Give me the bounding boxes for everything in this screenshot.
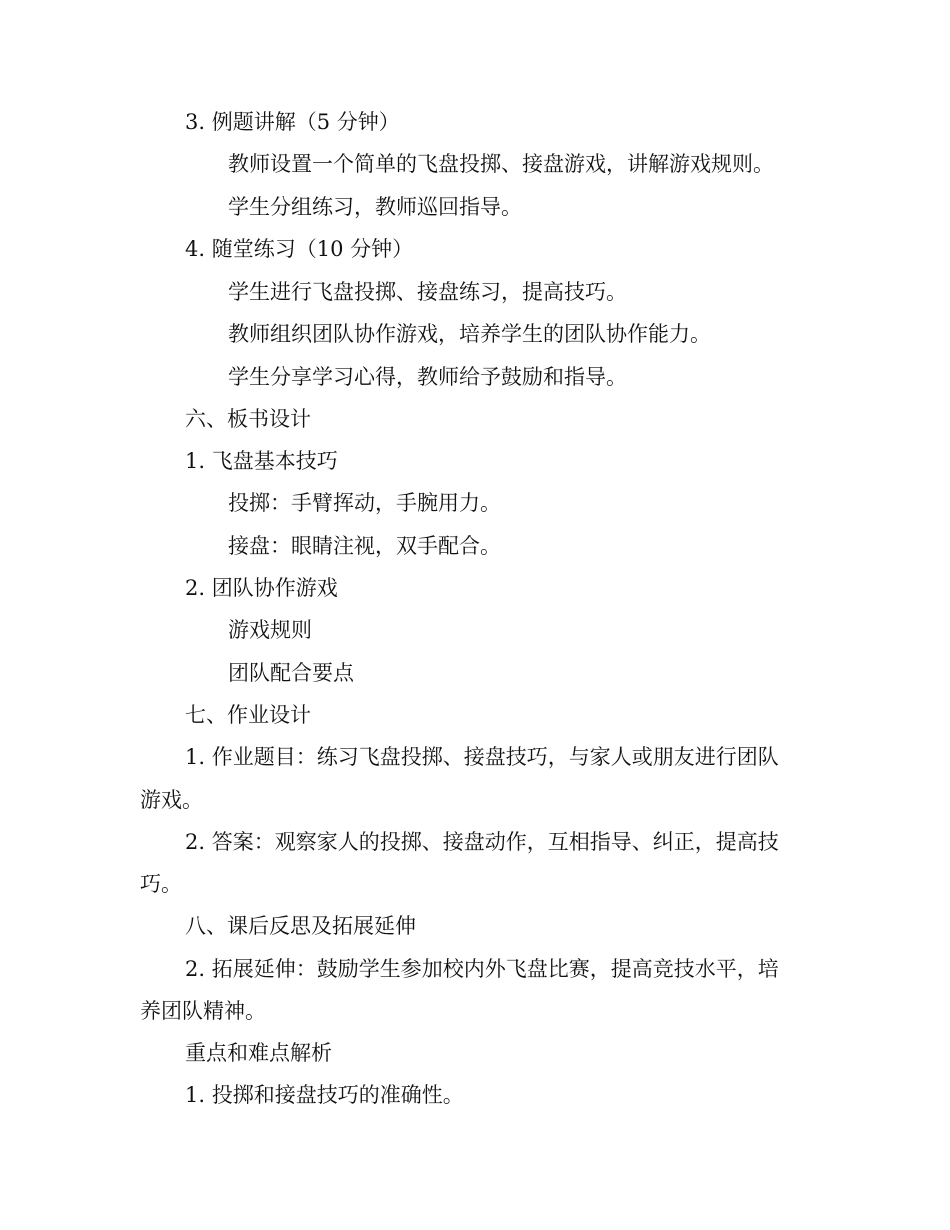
section-heading-key-points: 重点和难点解析 <box>185 1041 332 1065</box>
paragraph-line: 投掷：手臂挥动，手腕用力。 <box>228 491 501 515</box>
section-heading-homework: 七、作业设计 <box>185 703 311 727</box>
paragraph-line: 学生分享学习心得，教师给予鼓励和指导。 <box>228 365 627 389</box>
paragraph-line: 教师设置一个简单的飞盘投掷、接盘游戏，讲解游戏规则。 <box>228 152 774 176</box>
paragraph-line: 1. 作业题目：练习飞盘投掷、接盘技巧，与家人或朋友进行团队 <box>185 745 779 769</box>
paragraph-continuation: 养团队精神。 <box>140 999 266 1023</box>
paragraph-line: 教师组织团队协作游戏，培养学生的团队协作能力。 <box>228 322 711 346</box>
paragraph-continuation: 游戏。 <box>140 788 203 812</box>
section-heading-reflection: 八、课后反思及拓展延伸 <box>185 914 416 938</box>
list-item-heading: 1. 飞盘基本技巧 <box>185 449 338 473</box>
section-4-heading: 4. 随堂练习（10 分钟） <box>185 237 414 261</box>
paragraph-line: 团队配合要点 <box>228 661 354 685</box>
paragraph-line: 2. 答案：观察家人的投掷、接盘动作，互相指导、纠正，提高技 <box>185 830 779 854</box>
paragraph-line: 游戏规则 <box>228 618 312 642</box>
paragraph-line: 1. 投掷和接盘技巧的准确性。 <box>185 1083 464 1107</box>
paragraph-line: 2. 拓展延伸：鼓励学生参加校内外飞盘比赛，提高竞技水平，培 <box>185 957 779 981</box>
section-3-heading: 3. 例题讲解（5 分钟） <box>185 110 400 134</box>
list-item-heading: 2. 团队协作游戏 <box>185 576 338 600</box>
paragraph-line: 接盘：眼睛注视，双手配合。 <box>228 534 501 558</box>
paragraph-continuation: 巧。 <box>140 872 182 896</box>
paragraph-line: 学生进行飞盘投掷、接盘练习，提高技巧。 <box>228 280 627 304</box>
section-heading-board-design: 六、板书设计 <box>185 407 311 431</box>
paragraph-line: 学生分组练习，教师巡回指导。 <box>228 195 522 219</box>
